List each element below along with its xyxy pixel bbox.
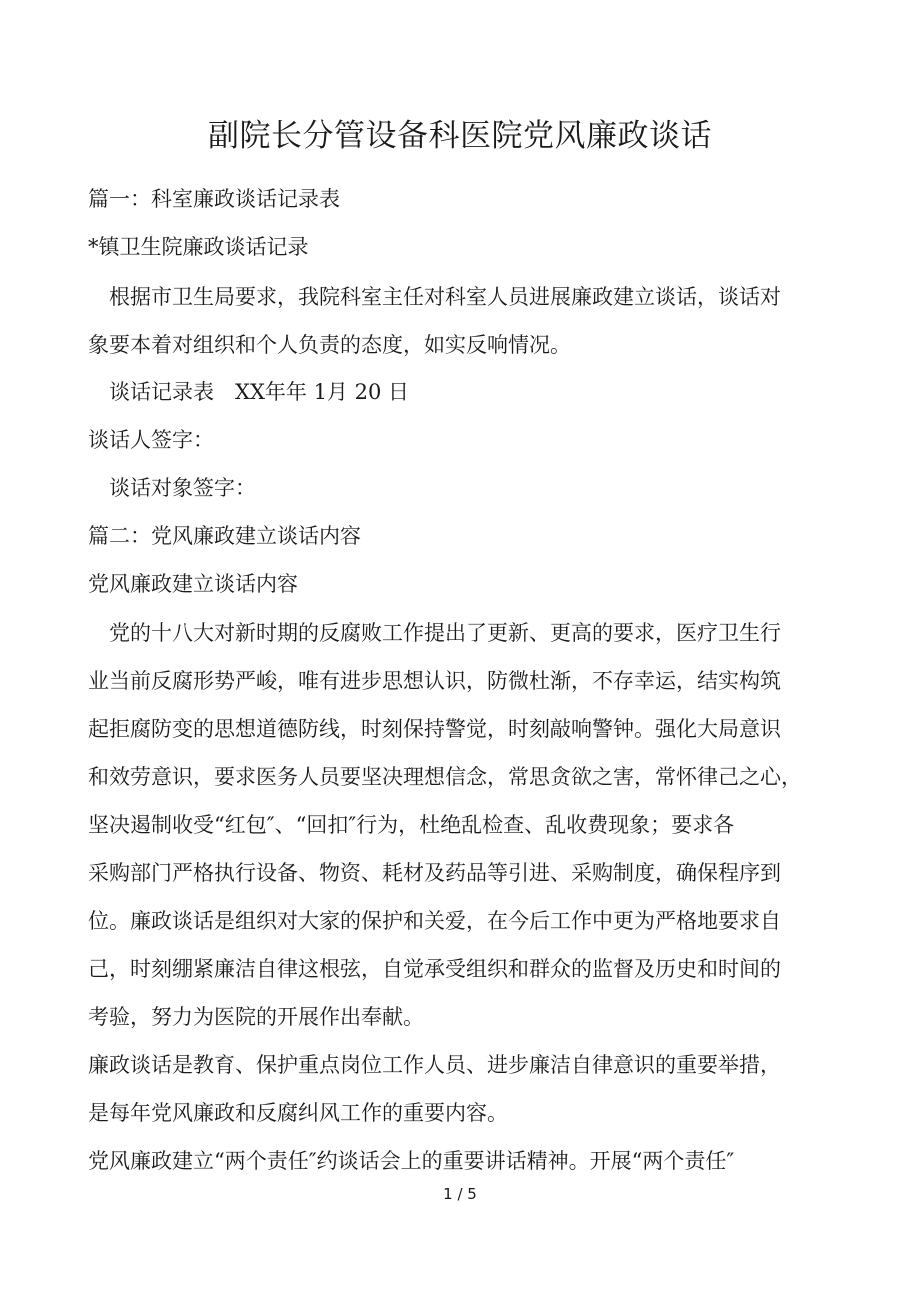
page-number: 1 / 5	[443, 1185, 477, 1203]
text-line: 谈话对象签字：	[88, 476, 256, 500]
text-line: 业当前反腐形势严峻，唯有进步思想认识，防微杜渐，不存幸运，结实构筑	[88, 669, 781, 693]
text-line: *镇卫生院廉政谈话记录	[88, 235, 309, 259]
text-line: 己，时刻绷紧廉洁自律这根弦，自觉承受组织和群众的监督及历史和时间的	[88, 957, 781, 981]
text-line: 和效劳意识，要求医务人员要坚决理想信念，常思贪欲之害，常怀律己之心，	[88, 765, 802, 789]
text-line: 篇二：党风廉政建立谈话内容	[88, 524, 361, 548]
text-line: 象要本着对组织和个人负责的态度，如实反响情况。	[88, 333, 571, 357]
text-line: 采购部门严格执行设备、物资、耗材及药品等引进、采购制度，确保程序到	[88, 861, 781, 885]
text-line: 篇一：科室廉政谈话记录表	[88, 187, 340, 211]
text-line: 廉政谈话是教育、保护重点岗位工作人员、进步廉洁自律意识的重要举措，	[88, 1053, 781, 1077]
text-line: 是每年党风廉政和反腐纠风工作的重要内容。	[88, 1101, 508, 1125]
text-line: 谈话人签字：	[88, 428, 214, 452]
text-line: 谈话记录表 XX年年 1月 20 日	[88, 380, 410, 404]
text-line: 位。廉政谈话是组织对大家的保护和关爱，在今后工作中更为严格地要求自	[88, 909, 781, 933]
text-line: 党风廉政建立谈话内容	[88, 572, 298, 596]
document-title: 副院长分管设备科医院党风廉政谈话	[208, 118, 712, 154]
text-line: 根据市卫生局要求，我院科室主任对科室人员进展廉政建立谈话，谈话对	[88, 285, 781, 309]
text-line: 坚决遏制收受“红包″、“回扣″行为，杜绝乱检查、乱收费现象；要求各	[88, 813, 735, 837]
text-line: 起拒腐防变的思想道德防线，时刻保持警觉，时刻敲响警钟。强化大局意识	[88, 717, 781, 741]
text-line: 党的十八大对新时期的反腐败工作提出了更新、更高的要求，医疗卫生行	[88, 621, 781, 645]
text-line: 考验，努力为医院的开展作出奉献。	[88, 1005, 424, 1029]
text-line: 党风廉政建立“两个责任″约谈话会上的重要讲话精神。开展“两个责任″	[88, 1149, 735, 1173]
